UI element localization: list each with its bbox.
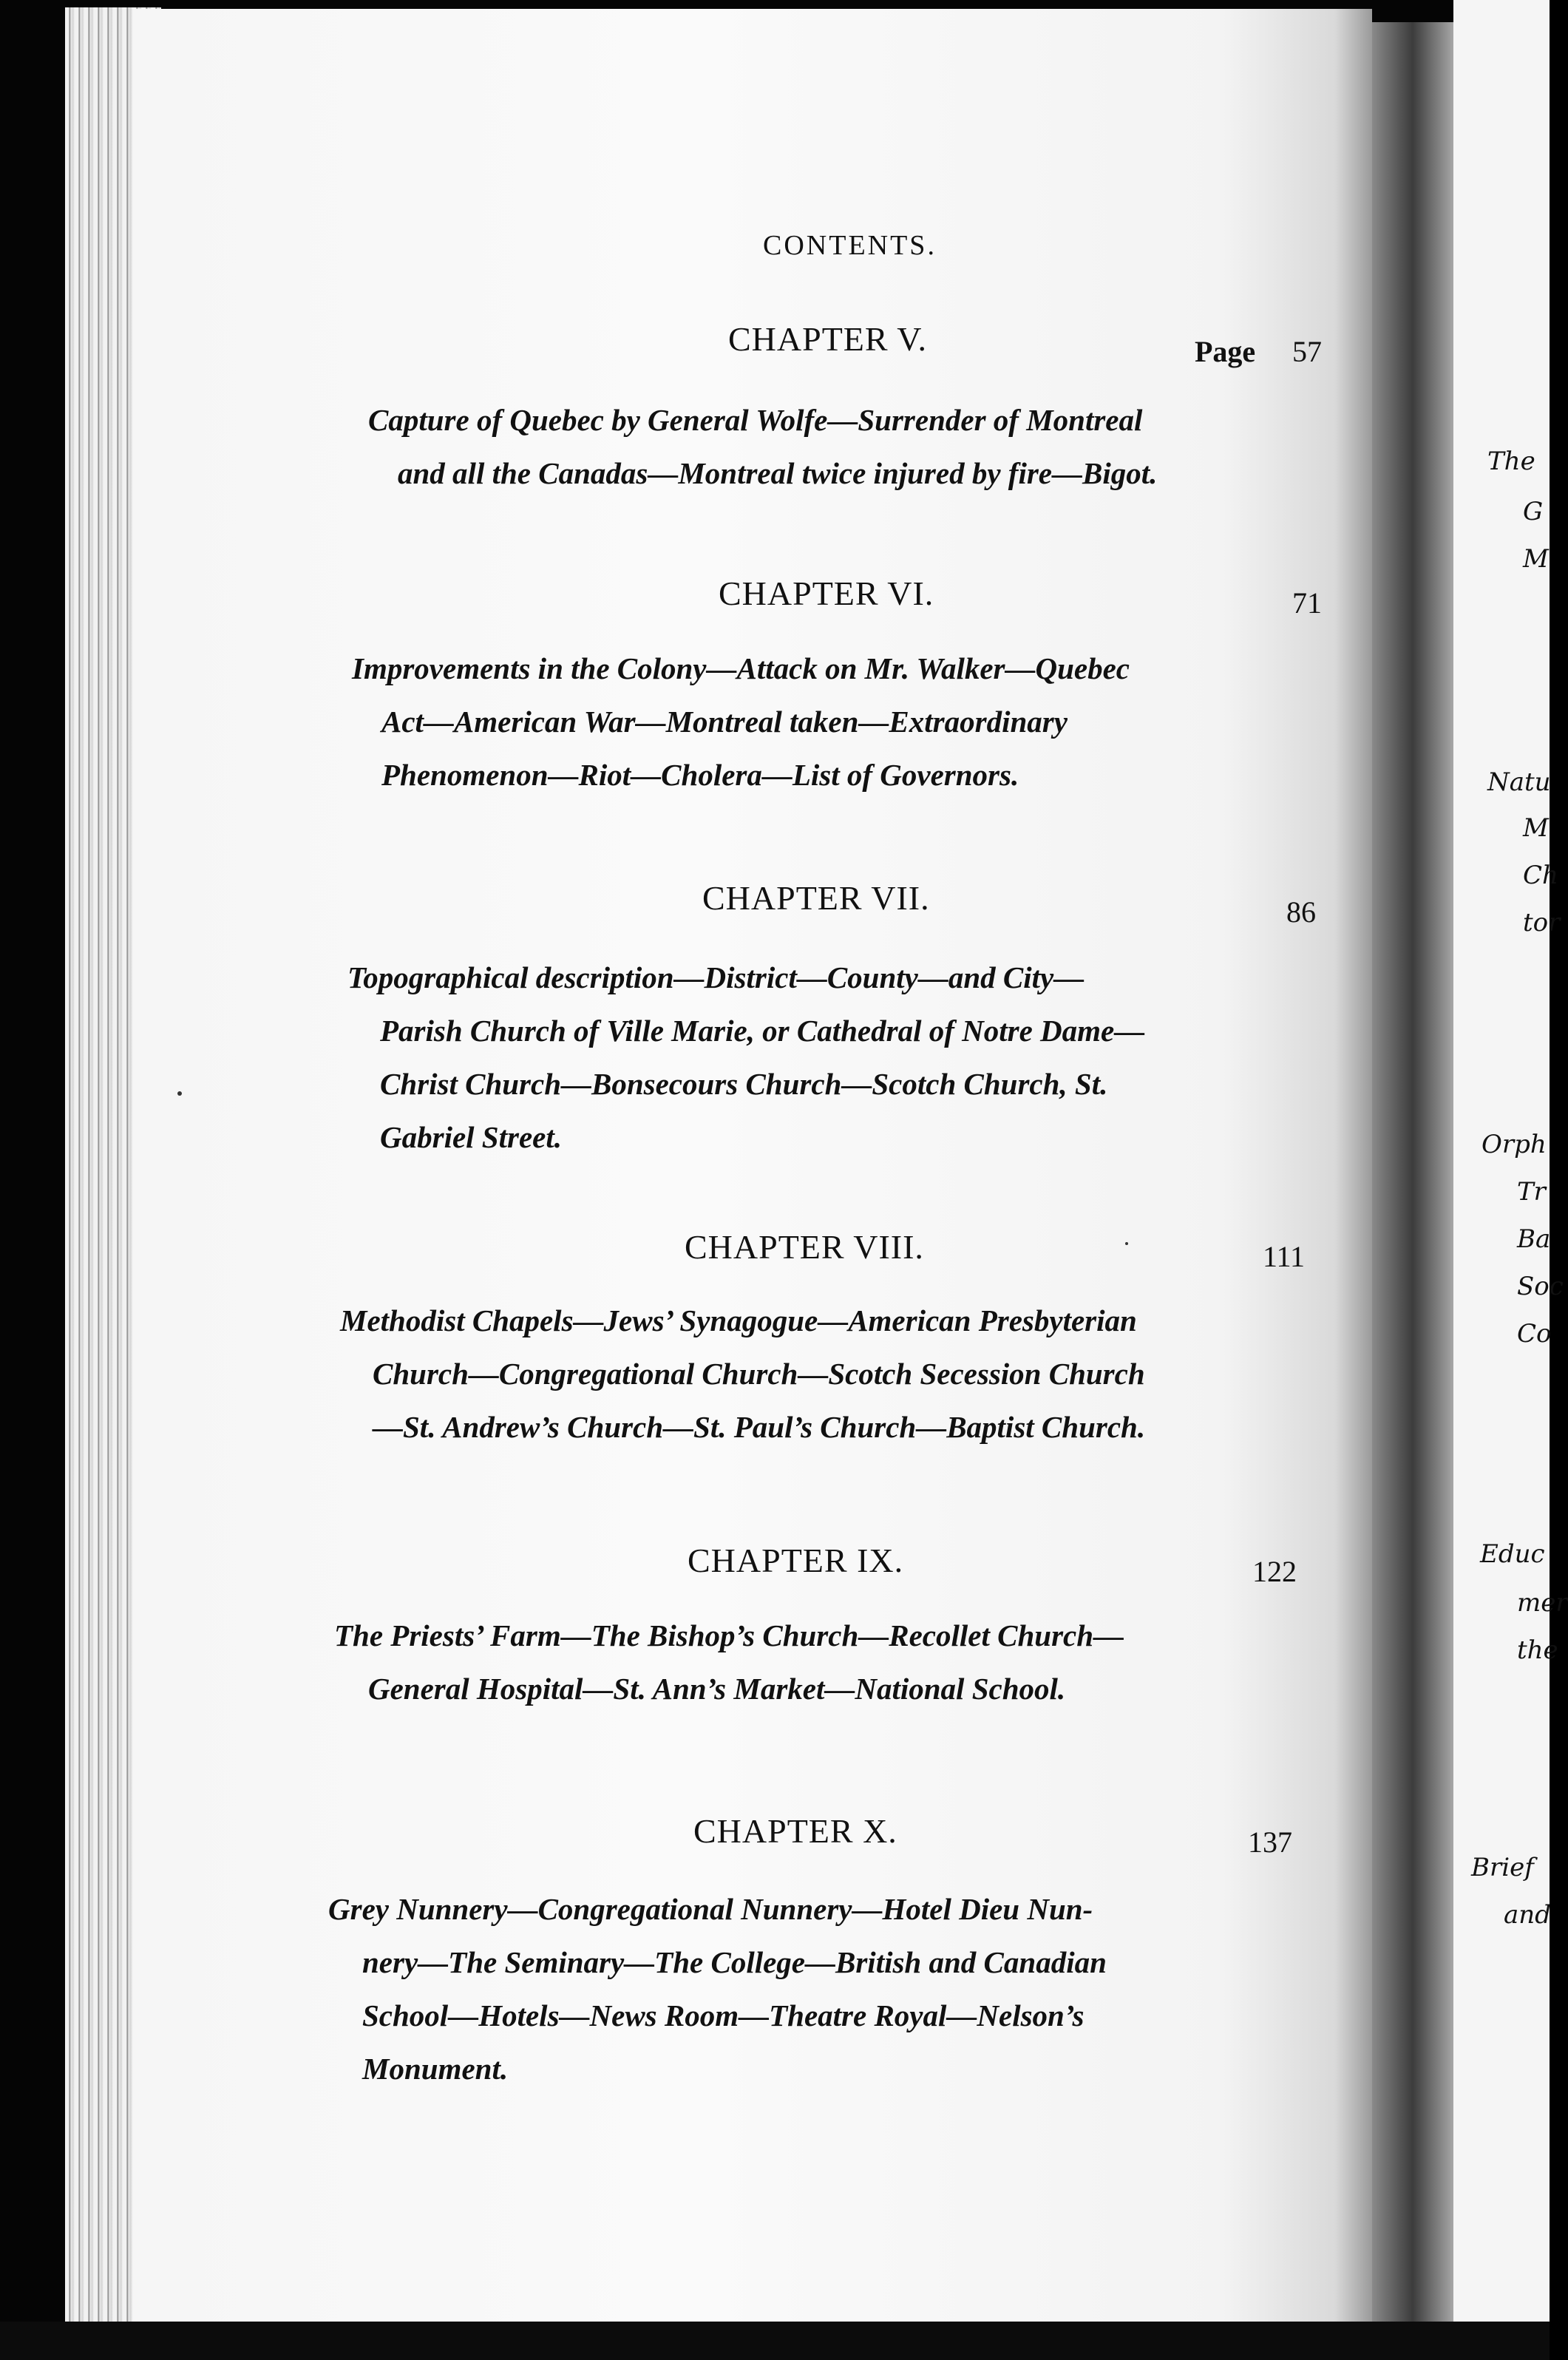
facing-text: Co	[1517, 1319, 1552, 1349]
facing-page-fragment	[1453, 0, 1568, 2360]
facing-text: Natu	[1487, 767, 1551, 797]
facing-text: mer	[1517, 1588, 1568, 1618]
facing-text: Orph	[1482, 1130, 1547, 1159]
chapter-title: CHAPTER IX.	[688, 1542, 904, 1579]
facing-text: Brief	[1471, 1853, 1534, 1882]
facing-text: the	[1517, 1635, 1558, 1665]
facing-text: The	[1487, 447, 1535, 476]
chapter-synopsis	[352, 642, 1254, 801]
facing-text: Ch	[1523, 861, 1558, 890]
chapter-title: CHAPTER V.	[728, 320, 928, 358]
synopsis-line: Topographical description—District—County—and City—	[347, 960, 1085, 994]
synopsis-line: School—Hotels—News Room—Theatre Royal—Nelson’s	[362, 1998, 1085, 2032]
dust-speck	[1125, 1242, 1128, 1245]
synopsis-line: Parish Church of Ville Marie, or Cathedral of Notre Dame—	[380, 1014, 1145, 1048]
chapter-title: CHAPTER VI.	[719, 574, 934, 612]
facing-text: and	[1504, 1900, 1551, 1930]
synopsis-line: nery—The Seminary—The College—British and Canadian	[362, 1945, 1107, 1979]
facing-text: tor	[1523, 908, 1561, 937]
synopsis-line: Phenomenon—Riot—Cholera—List of Governors.	[381, 758, 1019, 792]
chapter-page-number: 86	[1286, 895, 1316, 929]
chapter-synopsis	[334, 1609, 1236, 1715]
synopsis-line: Capture of Quebec by General Wolfe—Surrender of Montreal	[368, 403, 1143, 437]
book-gutter	[1372, 22, 1453, 2322]
dust-speck	[177, 1091, 182, 1096]
chapter-page-number: 137	[1248, 1825, 1292, 1859]
page-title: CONTENTS.	[763, 230, 937, 261]
facing-text: M	[1523, 544, 1549, 574]
page-label: Page	[1195, 335, 1256, 368]
facing-text: M	[1523, 813, 1549, 843]
chapter-page-number: 57	[1292, 335, 1322, 368]
synopsis-line: The Priests’ Farm—The Bishop’s Church—Recollet Church—	[334, 1618, 1124, 1652]
facing-text: Educ	[1480, 1539, 1545, 1569]
chapter-title: CHAPTER VII.	[702, 879, 930, 917]
synopsis-line: Gabriel Street.	[380, 1120, 562, 1154]
chapter-page-number: 111	[1263, 1240, 1306, 1273]
facing-text: Ba	[1517, 1224, 1551, 1254]
scan-bottom-edge	[0, 2322, 1550, 2360]
chapter-title: CHAPTER VIII.	[685, 1228, 924, 1266]
synopsis-line: and all the Canadas—Montreal twice injured by fire—Bigot.	[398, 456, 1158, 490]
chapter-synopsis	[340, 1294, 1242, 1454]
synopsis-line: Church—Congregational Church—Scotch Secession Church	[373, 1357, 1145, 1391]
synopsis-line: Monument.	[362, 2052, 509, 2086]
facing-text: G	[1523, 497, 1544, 526]
synopsis-line: Methodist Chapels—Jews’ Synagogue—American Presbyterian	[340, 1303, 1137, 1337]
chapter-synopsis	[328, 1882, 1230, 2095]
chapter-synopsis	[347, 951, 1249, 1164]
synopsis-line: Improvements in the Colony—Attack on Mr. Walker—Quebec	[352, 651, 1130, 685]
chapter-page-number: 122	[1252, 1555, 1297, 1588]
synopsis-line: —St. Andrew’s Church—St. Paul’s Church—Baptist Church.	[373, 1410, 1146, 1444]
facing-text: Tr	[1517, 1177, 1546, 1207]
chapter-title: CHAPTER X.	[693, 1812, 897, 1850]
chapter-synopsis	[368, 393, 1270, 500]
synopsis-line: Act—American War—Montreal taken—Extraordinary	[381, 705, 1068, 739]
synopsis-line: General Hospital—St. Ann’s Market—National School.	[368, 1672, 1066, 1706]
synopsis-line: Christ Church—Bonsecours Church—Scotch Church, St.	[380, 1067, 1108, 1101]
synopsis-line: Grey Nunnery—Congregational Nunnery—Hotel Dieu Nun-	[328, 1892, 1093, 1926]
facing-text: Soc	[1517, 1272, 1564, 1301]
chapter-page-number: 71	[1292, 586, 1322, 620]
